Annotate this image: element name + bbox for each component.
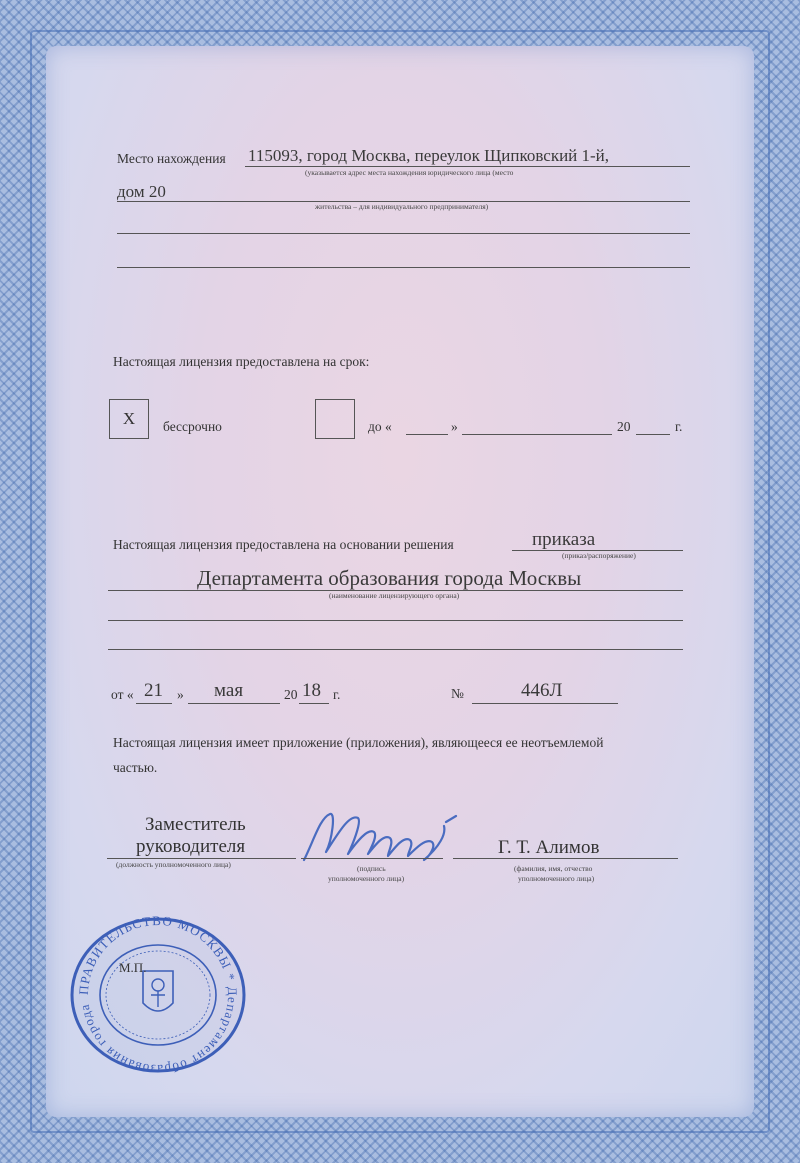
location-label: Место нахождения	[117, 151, 226, 166]
date-year-prefix: 20	[284, 687, 298, 702]
date-year-rule	[299, 703, 329, 704]
official-stamp	[67, 915, 249, 1075]
position-hint: (должность уполномоченного лица)	[116, 860, 231, 869]
date-day-rule	[136, 703, 172, 704]
date-month: мая	[214, 680, 244, 701]
location-address-line2: дом 20	[117, 182, 166, 201]
stamp-ring-text: ПРАВИТЕЛЬСТВО МОСКВЫ * Департамент образования города	[75, 915, 241, 1075]
decision-type-value: приказа	[532, 529, 596, 550]
date-year: 18	[302, 680, 321, 701]
until-day-rule	[406, 434, 448, 435]
location-address-line1: 115093, город Москва, переулок Щипковский 1-й,	[248, 146, 610, 165]
until-year-suffix: г.	[675, 419, 683, 434]
date-month-rule	[188, 703, 280, 704]
until-date-checkbox	[315, 399, 355, 439]
location-rule-3	[117, 233, 690, 234]
basis-label: Настоящая лицензия предоставлена на основании решения	[113, 537, 454, 552]
location-hint-2: жительства – для индивидуального предпринимателя)	[315, 202, 489, 211]
unlimited-label: бессрочно	[163, 419, 222, 434]
signature-rule	[301, 858, 443, 859]
stamp-place-label: М.П.	[119, 960, 147, 975]
location-rule-4	[117, 267, 690, 268]
license-number: 446Л	[521, 680, 563, 701]
until-open-quote: до «	[368, 419, 392, 434]
checkbox-mark: Х	[122, 409, 136, 428]
signature-hint-1: (подпись	[357, 864, 386, 873]
basis-rule-2	[108, 620, 683, 621]
name-rule	[453, 858, 678, 859]
number-rule	[472, 703, 618, 704]
name-hint-2: уполномоченного лица)	[518, 874, 595, 883]
signature-hint-2: уполномоченного лица)	[328, 874, 405, 883]
basis-rule-3	[108, 649, 683, 650]
appendix-line2: частью.	[113, 760, 158, 775]
decision-type-hint: (приказ/распоряжение)	[562, 551, 636, 560]
location-rule-1	[245, 166, 690, 167]
number-label: №	[451, 686, 464, 701]
date-from-label: от «	[111, 687, 134, 702]
date-close-quote: »	[177, 687, 184, 702]
position-line2: руководителя	[136, 836, 246, 857]
date-day: 21	[144, 680, 163, 701]
until-year-prefix: 20	[617, 419, 631, 434]
location-hint-1: (указывается адрес места нахождения юридического лица (место	[305, 168, 514, 177]
until-close-quote: »	[451, 419, 458, 434]
appendix-line1: Настоящая лицензия имеет приложение (приложения), являющееся ее неотъемлемой	[113, 735, 604, 750]
authority-hint: (наименование лицензирующего органа)	[329, 591, 460, 600]
term-label: Настоящая лицензия предоставлена на срок:	[113, 354, 370, 369]
position-rule	[107, 858, 296, 859]
until-month-rule	[462, 434, 612, 435]
authority-value: Департамента образования города Москвы	[197, 566, 582, 590]
unlimited-checkbox	[109, 399, 149, 439]
position-line1: Заместитель	[145, 814, 246, 835]
signer-name: Г. Т. Алимов	[498, 837, 600, 858]
until-year-rule	[636, 434, 670, 435]
date-year-suffix: г.	[333, 687, 341, 702]
name-hint-1: (фамилия, имя, отчество	[514, 864, 593, 873]
